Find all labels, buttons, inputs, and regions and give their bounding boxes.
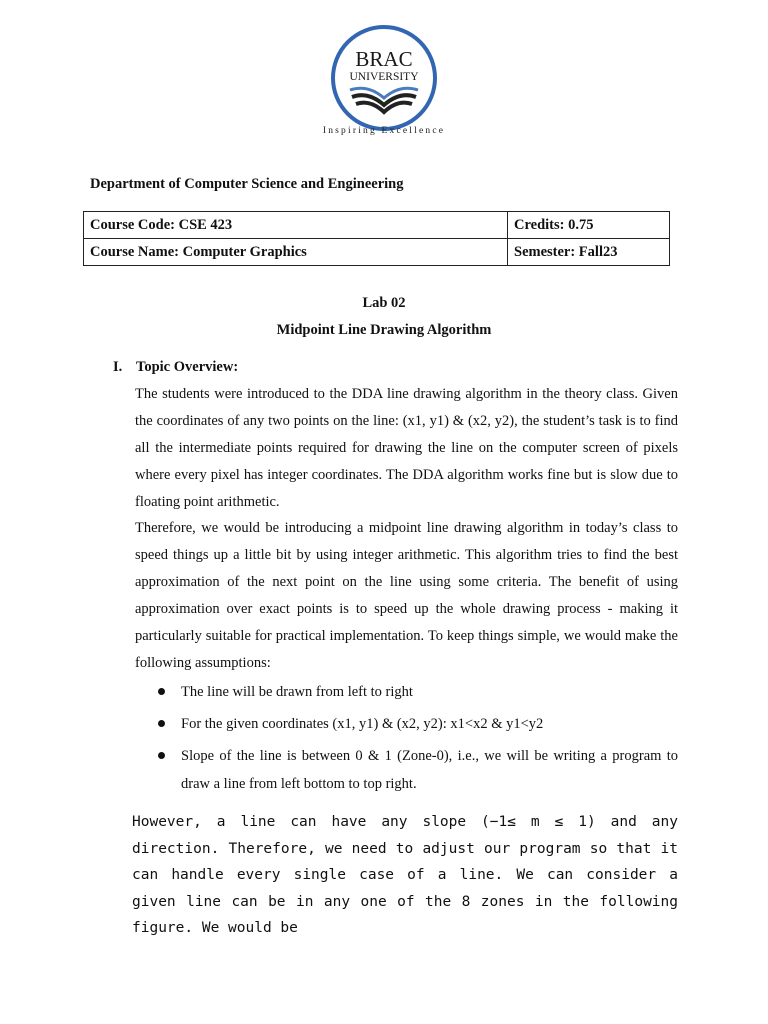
lab-title: Midpoint Line Drawing Algorithm: [276, 322, 492, 338]
section-heading: [113, 359, 238, 376]
table-row: [84, 212, 670, 239]
course-name-cell: Course Name: Computer Graphics: [84, 239, 508, 266]
logo-tagline: Inspiring Excellence: [322, 126, 446, 136]
list-item-text: The line will be drawn from left to right: [181, 684, 413, 700]
list-item-text: Slope of the line is between 0 & 1 (Zone-0), i.e., we will be writing a program to draw a line from left bottom to top right.: [181, 748, 678, 792]
section-heading-text: Topic Overview:: [136, 359, 239, 375]
section-numeral: I.: [113, 359, 123, 375]
course-code-cell: Course Code: CSE 423: [84, 212, 508, 239]
list-item: [135, 742, 678, 798]
semester-cell: Semester: Fall23: [508, 239, 670, 266]
table-row: [84, 239, 670, 266]
bullet-icon: [158, 720, 165, 727]
logo-brac-text: BRAC: [355, 47, 413, 71]
credits-cell: Credits: 0.75: [508, 212, 670, 239]
overview-paragraph-2: Therefore, we would be introducing a midpoint line drawing algorithm in today’s class to speed things up a little bit by using integer arithmetic. This algorithm tries to find the best approximation of the next point on the line using some criteria. The benefit of using approximation over exact points is to speed up the whole drawing process - making it particularly suitable for practical implementation. To keep things simple, we would make the following assumptions:: [135, 520, 678, 671]
course-info-table: [83, 211, 670, 266]
zones-paragraph: However, a line can have any slope (−1≤ m ≤ 1) and any direction. Therefore, we need to adjust our program so that it can handle every single case of a line. We can consider a given line can be in any one of the 8 zones in the following figure. We would be: [132, 814, 678, 936]
bullet-icon: [158, 752, 165, 759]
overview-paragraph-1: The students were introduced to the DDA line drawing algorithm in the theory class. Given the coordinates of any two points on the line: (x1, y1) & (x2, y2), the student’s task is to find all the intermediate points required for drawing the line on the computer screen of pixels where every pixel has integer coordinates. The DDA algorithm works fine but is slow due to floating point arithmetic.: [135, 386, 678, 510]
list-item: [135, 710, 678, 738]
lab-number: Lab 02: [362, 295, 406, 311]
list-item: [135, 678, 678, 706]
assumptions-list: [135, 678, 678, 802]
bullet-icon: [158, 688, 165, 695]
logo-university-text: UNIVERSITY: [349, 71, 419, 83]
department-name: Department of Computer Science and Engineering: [90, 176, 404, 192]
list-item-text: For the given coordinates (x1, y1) & (x2, y2): x1<x2 & y1<y2: [181, 716, 544, 732]
